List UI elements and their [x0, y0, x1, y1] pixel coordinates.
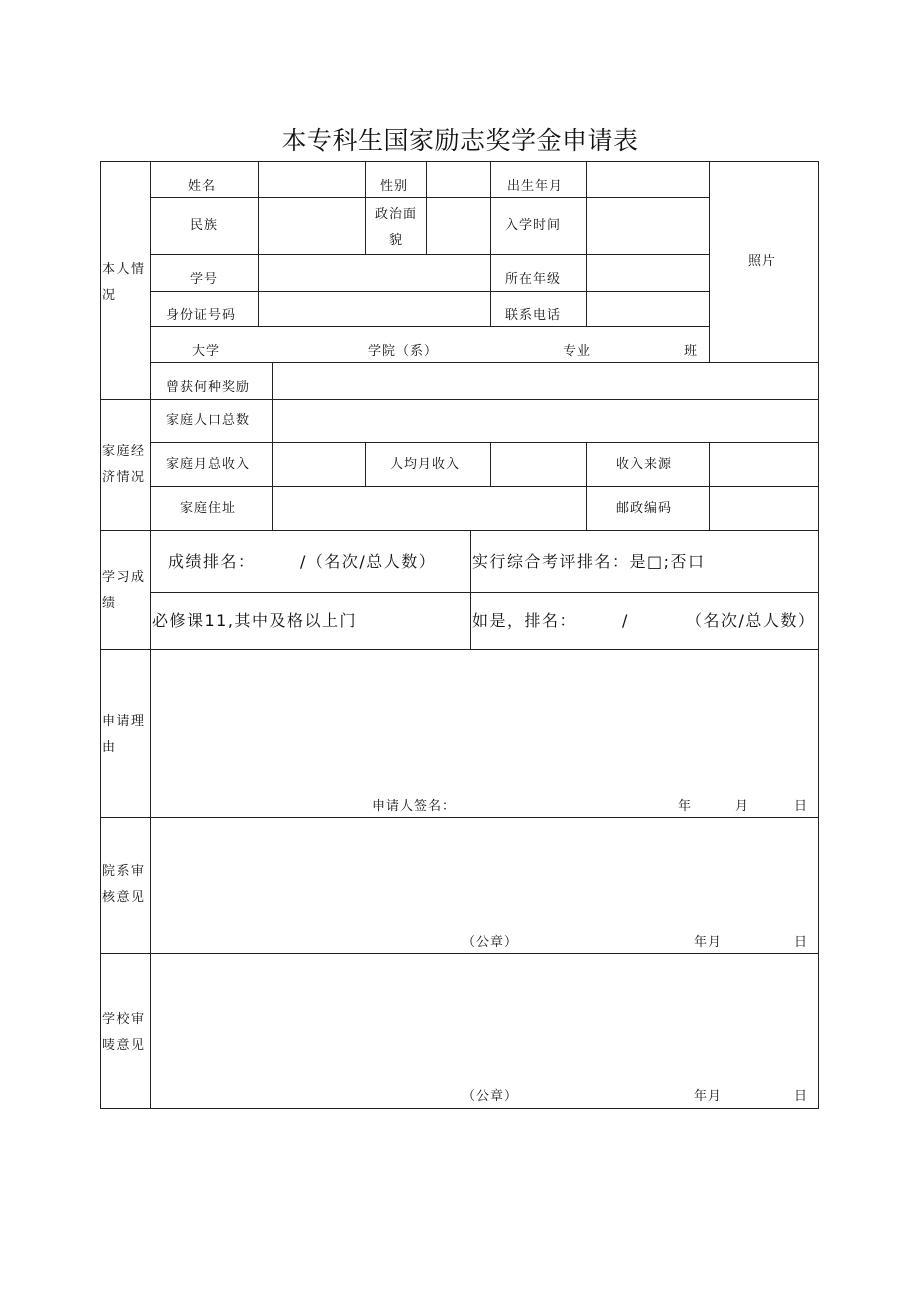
col-line — [365, 442, 366, 486]
section-personal-label: 本人情况 — [102, 262, 146, 303]
gender-field[interactable] — [426, 162, 490, 197]
border-right — [818, 161, 819, 1109]
phone-field[interactable] — [586, 292, 709, 326]
section-reason-label: 申请理由 — [102, 714, 146, 755]
id-number-field[interactable] — [258, 292, 490, 326]
college-day: 日 — [794, 935, 809, 950]
col-line — [586, 442, 587, 530]
student-id-label: 学号 — [190, 272, 219, 287]
monthly-income-label: 家庭月总收入 — [166, 457, 251, 472]
id-number-label: 身份证号码 — [166, 308, 237, 323]
enroll-time-label: 入学时间 — [505, 218, 562, 233]
birth-label: 出生年月 — [507, 179, 564, 194]
reason-day: 日 — [794, 799, 809, 814]
monthly-income-field[interactable] — [273, 443, 365, 486]
university-label: 大学 — [192, 344, 221, 359]
page-title: 本专科生国家励志奖学金申请表 — [281, 126, 639, 155]
required-courses-text: 必修课11,其中及格以上门 — [152, 611, 357, 630]
postcode-field[interactable] — [710, 487, 818, 530]
border-left — [100, 161, 101, 1109]
grade-field[interactable] — [586, 255, 709, 291]
ranking-text: 成绩排名： /（名次/总人数） — [168, 552, 437, 571]
birth-field[interactable] — [586, 162, 709, 197]
student-id-field[interactable] — [258, 255, 490, 291]
address-field[interactable] — [273, 487, 586, 530]
reason-field[interactable] — [152, 650, 818, 790]
population-field[interactable] — [273, 400, 818, 442]
section-college-review-label: 院系审核意见 — [102, 864, 146, 905]
population-label: 家庭人口总数 — [166, 413, 251, 428]
college-year-month: 年月 — [694, 935, 723, 950]
ethnicity-field[interactable] — [258, 198, 365, 254]
photo-label: 照片 — [748, 254, 777, 269]
if-yes-suffix: （名次/总人数） — [686, 611, 816, 630]
name-field[interactable] — [258, 162, 365, 197]
income-source-label: 收入来源 — [616, 457, 673, 472]
section-column-divider — [150, 161, 151, 1109]
reason-year: 年 — [678, 799, 693, 814]
per-capita-field[interactable] — [491, 443, 586, 486]
school-year-month: 年月 — [694, 1089, 723, 1104]
col-line — [709, 161, 710, 362]
college-label: 学院（系） — [368, 344, 439, 359]
awards-field[interactable] — [273, 363, 818, 399]
section-study-label: 学习成绩 — [102, 570, 146, 611]
gender-label: 性别 — [380, 179, 409, 194]
col-line — [490, 161, 491, 326]
section-family-label: 家庭经济情况 — [102, 444, 146, 485]
college-seal: （公章） — [462, 935, 519, 950]
row-line — [150, 592, 819, 593]
grade-label: 所在年级 — [505, 272, 562, 287]
major-label: 专业 — [563, 344, 592, 359]
address-label: 家庭住址 — [180, 501, 237, 516]
political-label: 政治面貌 — [374, 207, 417, 248]
school-review-field[interactable] — [152, 954, 818, 1082]
phone-label: 联系电话 — [505, 308, 562, 323]
signature-label: 申请人签名： — [372, 799, 457, 814]
college-review-field[interactable] — [152, 818, 818, 928]
name-label: 姓名 — [188, 179, 217, 194]
school-day: 日 — [794, 1089, 809, 1104]
if-yes-slash: / — [622, 611, 629, 630]
comprehensive-text: 实行综合考评排名：是□;否口 — [472, 552, 706, 571]
postcode-label: 邮政编码 — [616, 501, 673, 516]
section-school-review-label: 学校审唛意见 — [102, 1012, 146, 1053]
income-source-field[interactable] — [710, 443, 818, 486]
school-seal: （公章） — [462, 1089, 519, 1104]
enroll-time-field[interactable] — [586, 198, 709, 254]
section-line — [100, 530, 819, 531]
political-field[interactable] — [426, 198, 490, 254]
awards-label: 曾获何种奖励 — [166, 380, 251, 395]
class-label: 班 — [684, 344, 699, 359]
ethnicity-label: 民族 — [190, 218, 219, 233]
if-yes-label: 如是，排名： — [472, 611, 578, 630]
application-form — [100, 161, 819, 1109]
reason-month: 月 — [735, 799, 750, 814]
per-capita-label: 人均月收入 — [390, 457, 461, 472]
col-line — [470, 530, 471, 649]
col-line — [365, 161, 366, 254]
